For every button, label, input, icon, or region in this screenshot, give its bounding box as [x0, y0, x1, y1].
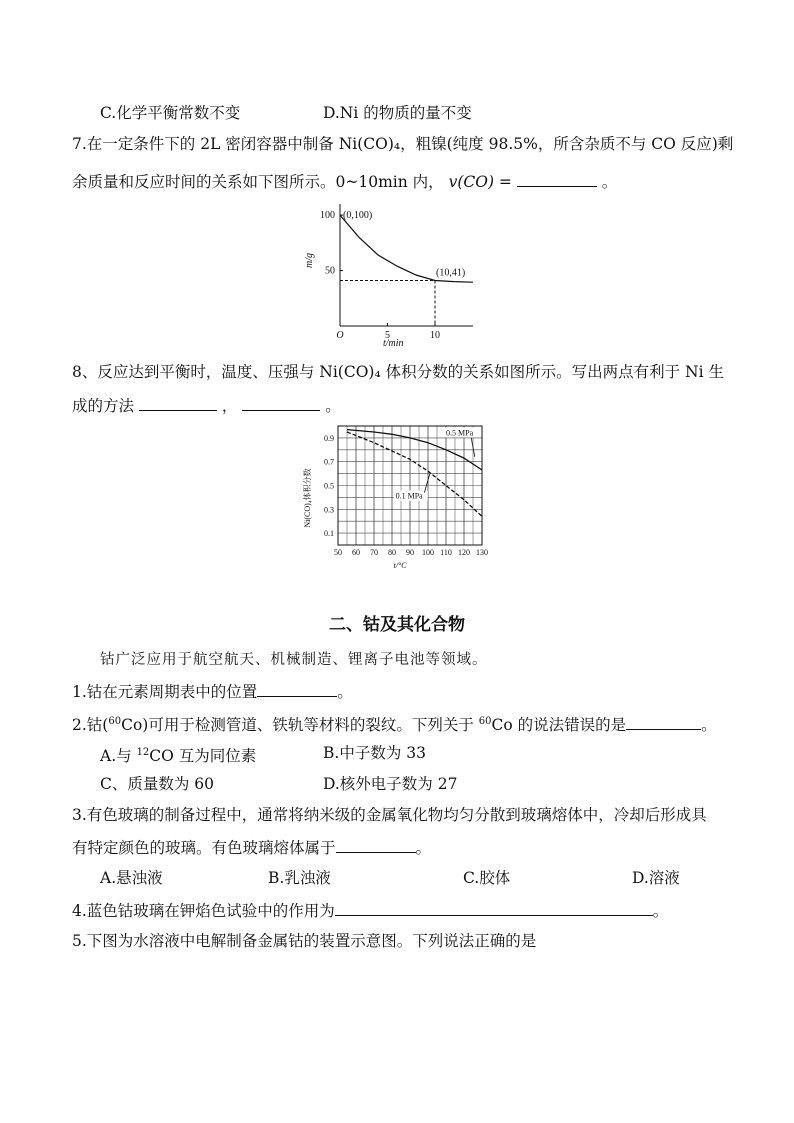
chart2-series-low-pressure: [347, 432, 482, 516]
s2-q1-blank[interactable]: [257, 680, 337, 697]
chart1-x-tick-label: 10: [430, 330, 440, 341]
chart2-x-tick-label: 50: [334, 548, 342, 557]
s2-q3-option-c: C.胶体: [463, 869, 511, 887]
q8-line1: 8、反应达到平衡时，温度、压强与 Ni(CO)₄ 体积分数的关系如图所示。写出两点有利于 Ni 生: [72, 363, 724, 381]
chart-fraction-vs-temperature: [296, 420, 506, 570]
s2-q2-option-c: C、质量数为 60: [100, 775, 215, 793]
q7-line2-text: 余质量和反应时间的关系如下图所示。0~10min 内，: [72, 173, 444, 191]
q8-end: 。: [325, 397, 341, 415]
q7-answer-blank[interactable]: [517, 170, 597, 187]
section2-intro: 钴广泛应用于航空航天、机械制造、锂离子电池等领域。: [100, 652, 488, 668]
s2-q3-blank[interactable]: [336, 836, 416, 853]
s2-q5: 5.下图为水溶液中电解制备金属钴的装置示意图。下列说法正确的是: [72, 932, 537, 950]
s2-q3-line2-text: 有特定颜色的玻璃。有色玻璃熔体属于: [72, 839, 336, 857]
s2-q3-line1: 3.有色玻璃的制备过程中，通常将纳米级的金属氧化物均匀分散到玻璃熔体中，冷却后形成具: [72, 806, 707, 824]
q7-v-label: v(CO) =: [448, 173, 512, 191]
chart2-x-tick-label: 110: [440, 548, 452, 557]
s2-q2-end: 。: [701, 716, 717, 735]
q7-line2: [72, 170, 617, 192]
chart1-y-tick-label: 100: [320, 210, 335, 222]
chart2-x-tick-label: 60: [352, 548, 360, 557]
s2-q3-option-a: A.悬浊液: [100, 869, 163, 887]
chart2-x-tick-label: 80: [388, 548, 396, 557]
s2-q2-option-d: D.核外电子数为 27: [323, 775, 458, 793]
chart2-y-tick-label: 0.3: [324, 505, 334, 515]
chart1-x-tick-label: O: [336, 330, 344, 341]
chart2-x-tick-label: 90: [406, 548, 414, 557]
s2-q2-b: Co)可用于检测管道、铁轨等材料的裂纹。下列关于: [121, 716, 479, 735]
s2-q2-opt-a-post: CO 互为同位素: [149, 747, 257, 766]
s2-q1-text: 1.钴在元素周期表中的位置: [72, 683, 258, 701]
chart1-point-label-end: (10,41): [436, 267, 466, 279]
s2-q2-opt-a-sup: 12: [136, 747, 150, 758]
s2-q3-option-d: D.溶液: [632, 869, 680, 887]
section2-heading: 二、钴及其化合物: [329, 615, 465, 635]
chart2-x-tick-label: 70: [370, 548, 378, 557]
s2-q2-option-a: [100, 743, 256, 766]
q7-line2-end: 。: [601, 173, 618, 191]
chart2-y-tick-label: 0.9: [324, 433, 334, 443]
s2-q3-end: 。: [415, 839, 432, 857]
q6-option-d: D.Ni 的物质的量不变: [323, 104, 472, 122]
chart2-series-label-low: 0.1 MPa: [395, 491, 423, 501]
chart1-ylabel: m/g: [304, 253, 315, 268]
s2-q1-end: 。: [337, 683, 353, 701]
chart2-ylabel: Ni(CO)₄体积分数: [303, 468, 312, 528]
chart2-y-tick-label: 0.5: [324, 481, 334, 491]
q8-sep: ，: [221, 397, 238, 415]
chart2-y-tick-label: 0.1: [324, 529, 334, 539]
s2-q3-line2: [72, 836, 431, 858]
chart2-x-tick-label: 100: [422, 548, 434, 557]
s2-q2: [72, 712, 717, 735]
chart-mass-vs-time: [298, 198, 498, 348]
s2-q2-sup2: 60: [478, 716, 492, 727]
s2-q1: [72, 680, 353, 702]
chart2-x-tick-label: 120: [458, 548, 470, 557]
chart2-xlabel: t/°C: [393, 561, 407, 570]
chart2-leader-low: [424, 474, 429, 493]
chart2-y-tick-label: 0.7: [324, 457, 334, 467]
q8-line2-text: 成的方法: [72, 397, 135, 415]
chart1-y-tick-label: 50: [325, 265, 335, 277]
s2-q4-blank[interactable]: [335, 899, 653, 916]
s2-q2-a: 2.钴(: [72, 716, 109, 735]
chart2-series-label-high: 0.5 MPa: [446, 428, 474, 438]
s2-q4: [72, 899, 668, 921]
s2-q2-blank[interactable]: [626, 713, 701, 730]
s2-q4-text: 4.蓝色钴玻璃在钾焰色试验中的作用为: [72, 902, 335, 920]
chart2-x-tick-label: 130: [476, 548, 488, 557]
s2-q2-opt-a-pre: A.与: [100, 747, 137, 766]
s2-q3-option-b: B.乳浊液: [268, 869, 331, 887]
q7-line1: 7.在一定条件下的 2L 密闭容器中制备 Ni(CO)₄，粗镍(纯度 98.5%，所含杂质不与 CO 反应)剩: [72, 135, 734, 153]
chart1-x-tick-label: 5: [385, 330, 390, 341]
s2-q2-c: Co 的说法错误的是: [491, 716, 627, 735]
s2-q2-sup: 60: [108, 716, 122, 727]
chart1-point-label-start: (0,100): [343, 210, 373, 222]
chart1-xlabel: t/min: [383, 338, 404, 348]
s2-q2-option-b: B.中子数为 33: [323, 744, 426, 762]
s2-q4-end: 。: [652, 902, 669, 920]
q8-line2: [72, 394, 341, 416]
q8-answer-blank-2[interactable]: [242, 394, 320, 411]
q6-option-c: C.化学平衡常数不变: [100, 104, 241, 122]
q8-answer-blank-1[interactable]: [139, 394, 217, 411]
